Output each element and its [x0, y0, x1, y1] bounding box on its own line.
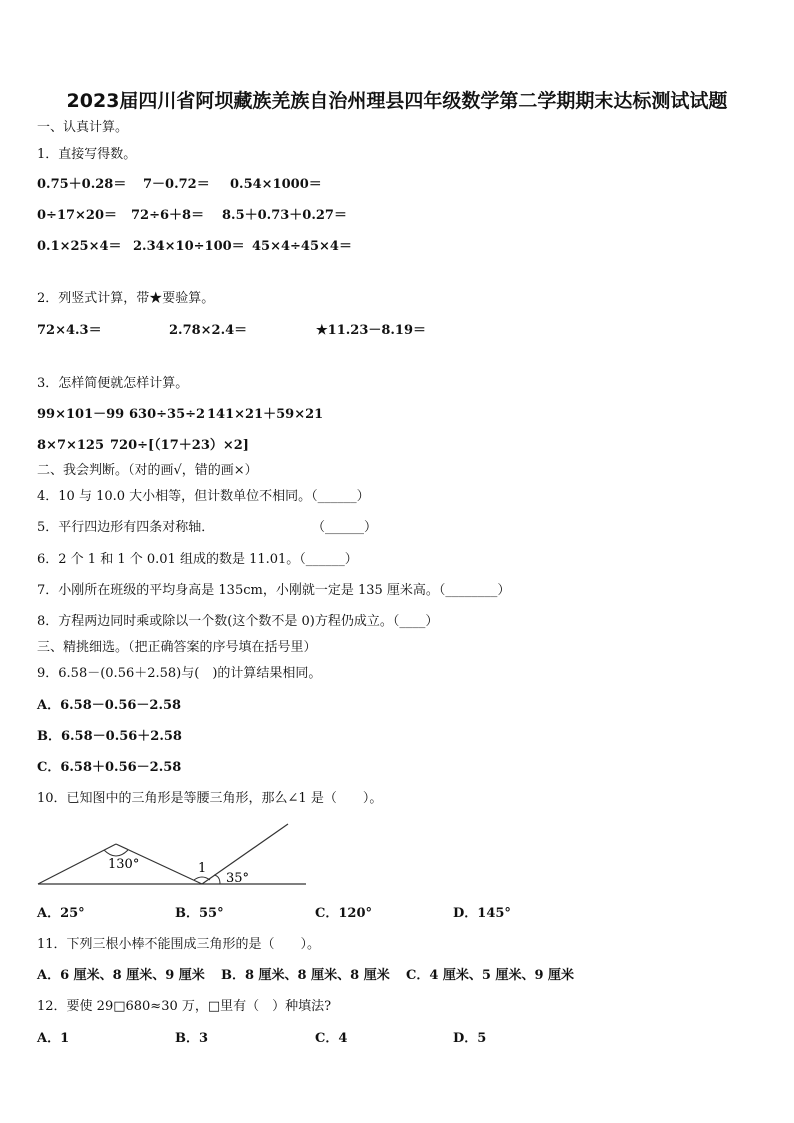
q1-r1-c: 0.54×1000＝ — [230, 177, 322, 192]
q1-r2-c: 8.5＋0.73＋0.27＝ — [222, 208, 347, 223]
angle-label-top: 130° — [108, 857, 140, 872]
q2-item-a: 72×4.3＝ — [37, 323, 102, 338]
q12-stem: 12．要使 29□680≈30 万，□里有（ ）种填法? — [37, 999, 332, 1014]
q9-option-a: A．6.58－0.56－2.58 — [37, 698, 182, 713]
q1-r3-b: 2.34×10÷100＝ — [133, 239, 245, 254]
q2-label: 2．列竖式计算，带★要验算。 — [37, 291, 215, 306]
q11-option-a: A．6 厘米、8 厘米、9 厘米 — [37, 968, 205, 983]
q12-option-b: B．3 — [175, 1031, 209, 1046]
top-angle-arc — [104, 850, 128, 856]
q10-option-b: B．55° — [175, 906, 224, 921]
q9-option-c: C．6.58＋0.56－2.58 — [37, 760, 182, 775]
q12-option-a: A．1 — [37, 1031, 70, 1046]
page-title: 2023届四川省阿坝藏族羌族自治州理县四年级数学第二学期期末达标测试试题 — [66, 90, 728, 112]
q6: 6．2 个 1 和 1 个 0.01 组成的数是 11.01。（______） — [37, 552, 358, 567]
q10-stem: 10．已知图中的三角形是等腰三角形，那么∠1 是（ ）。 — [37, 791, 383, 806]
q1-r1-a: 0.75＋0.28＝ — [37, 177, 127, 192]
right-angle-arc — [214, 875, 220, 884]
q1-r2-a: 0÷17×20＝ — [37, 208, 118, 223]
q10-option-c: C．120° — [315, 906, 372, 921]
q3-r2-b: 720÷[（17＋23）×2] — [110, 438, 249, 453]
q8: 8．方程两边同时乘或除以一个数(这个数不是 0)方程仍成立。（____） — [37, 614, 439, 629]
section-1-heading: 一、认真计算。 — [37, 120, 129, 135]
q9-stem: 9．6.58－(0.56＋2.58)与( )的计算结果相同。 — [37, 666, 322, 681]
q3-label: 3．怎样简便就怎样计算。 — [37, 376, 189, 391]
q5-blank: （______） — [312, 520, 378, 535]
q3-r2-a: 8×7×125 — [37, 438, 105, 453]
q11-option-b: B．8 厘米、8 厘米、8 厘米 — [221, 968, 390, 983]
q12-option-c: C．4 — [315, 1031, 348, 1046]
q3-r1-b: 630÷35÷2 — [129, 407, 206, 422]
q11-option-c: C．4 厘米、5 厘米、9 厘米 — [406, 968, 575, 983]
q1-r2-b: 72÷6＋8＝ — [131, 208, 205, 223]
section-3-heading: 三、精挑细选。（把正确答案的序号填在括号里） — [37, 640, 317, 655]
angle-label-right: 35° — [226, 871, 250, 886]
q10-option-d: D．145° — [453, 906, 511, 921]
q2-item-b: 2.78×2.4＝ — [169, 323, 248, 338]
triangle-figure — [30, 818, 320, 890]
q3-r1-a: 99×101－99 — [37, 407, 125, 422]
q1-label: 1．直接写得数。 — [37, 147, 137, 162]
q10-option-a: A．25° — [37, 906, 85, 921]
q1-r3-c: 45×4÷45×4＝ — [252, 239, 352, 254]
section-2-heading: 二、我会判断。（对的画√，错的画×） — [37, 463, 258, 478]
q11-stem: 11．下列三根小棒不能围成三角形的是（ ）。 — [37, 937, 321, 952]
angle-label-1: 1 — [198, 861, 207, 876]
q1-r1-b: 7－0.72＝ — [143, 177, 210, 192]
q9-option-b: B．6.58－0.56＋2.58 — [37, 729, 182, 744]
q7: 7．小刚所在班级的平均身高是 135cm，小刚就一定是 135 厘米高。（________） — [37, 583, 511, 598]
q2-item-c: ★11.23－8.19＝ — [316, 323, 427, 338]
q5-text: 5．平行四边形有四条对称轴． — [37, 520, 215, 535]
q1-r3-a: 0.1×25×4＝ — [37, 239, 122, 254]
q4: 4．10 与 10.0 大小相等，但计数单位不相同。（______） — [37, 489, 370, 504]
q3-r1-c: 141×21＋59×21 — [207, 407, 324, 422]
q12-option-d: D．5 — [453, 1031, 487, 1046]
